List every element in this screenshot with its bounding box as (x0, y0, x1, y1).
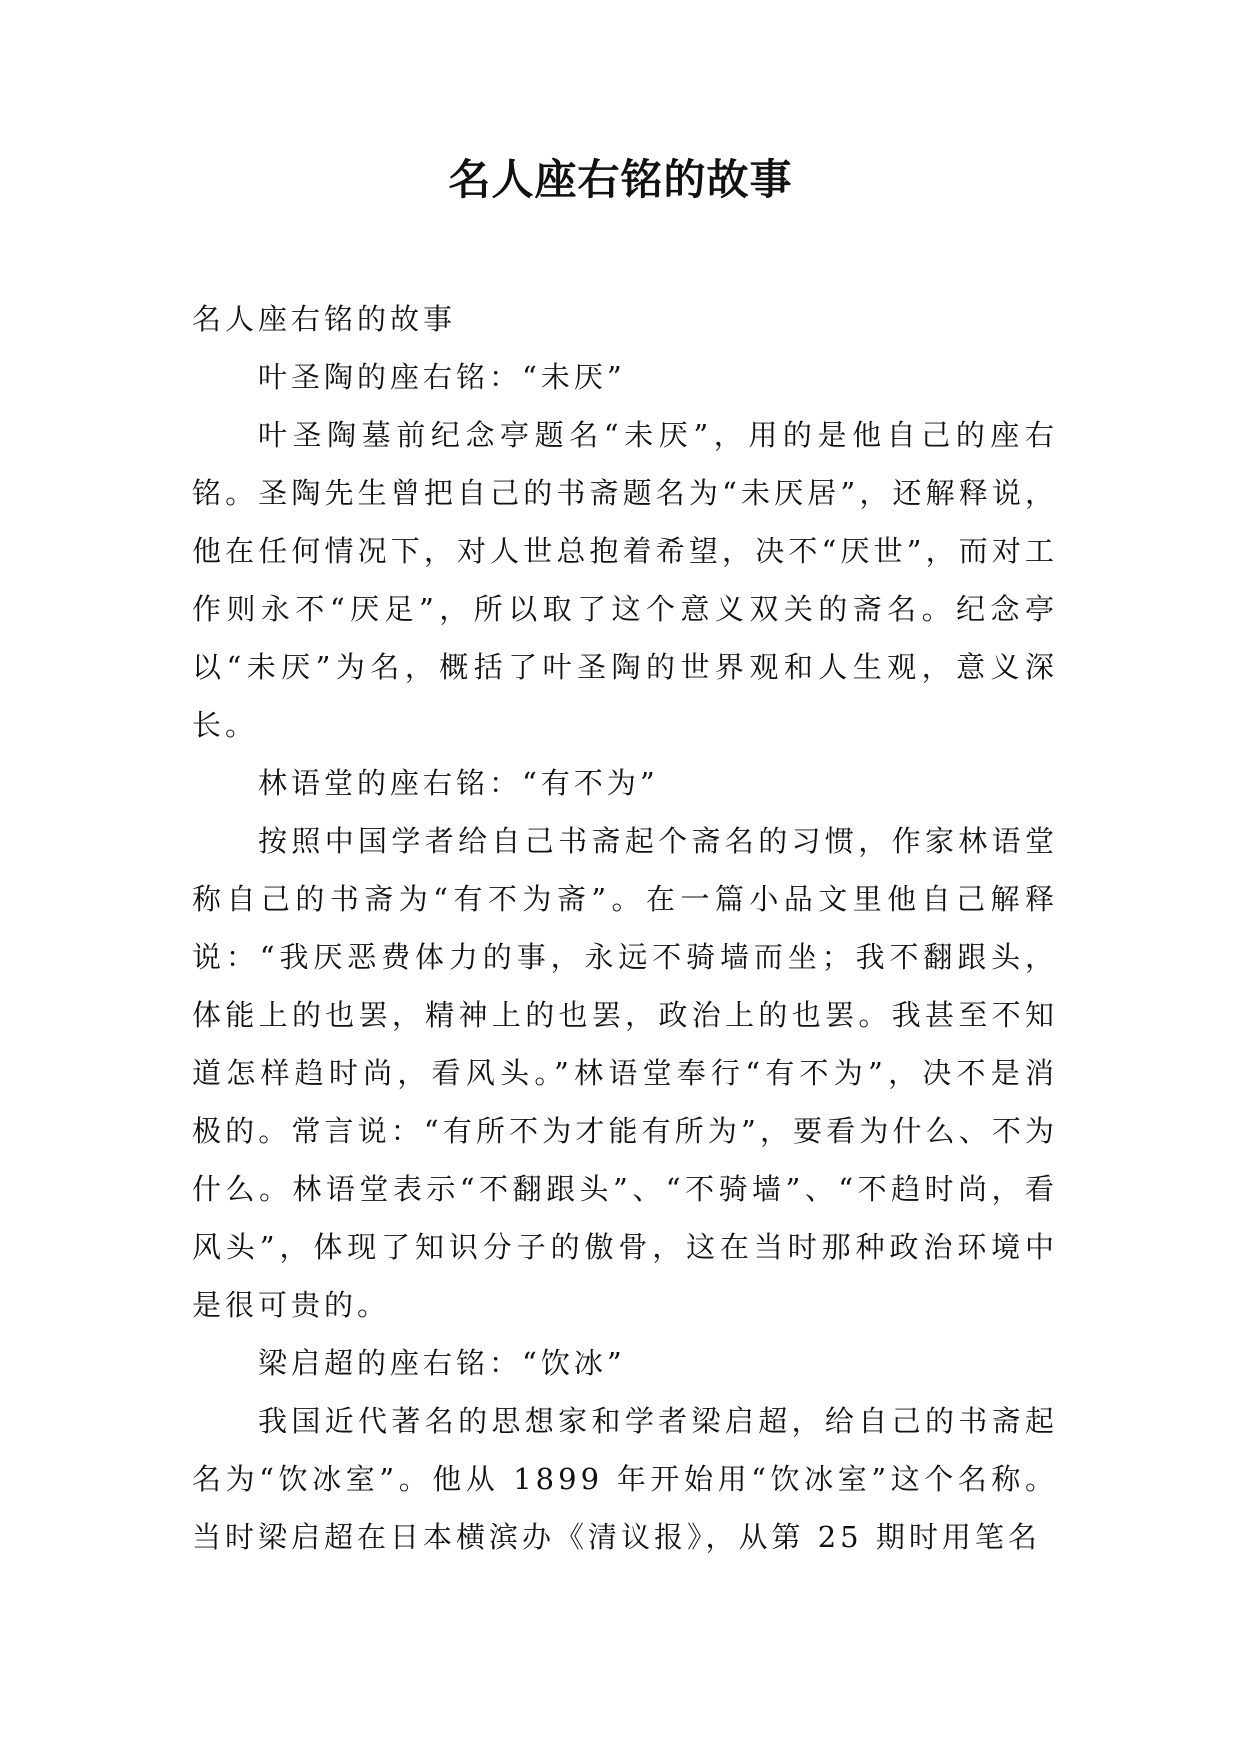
paragraph: 叶圣陶墓前纪念亭题名“未厌”，用的是他自己的座右铭。圣陶先生曾把自己的书斋题名为“未厌居”，还解释说，他在任何情况下，对人世总抱着希望，决不“厌世”，而对工作则永不“厌足”，所以取了这个意义双关的斋名。纪念亭以“未厌”为名，概括了叶圣陶的世界观和人生观，意义深长。 (192, 418, 1058, 742)
document-title: 名人座右铭的故事 (448, 155, 793, 204)
section-heading: 梁启超的座右铭：“饮冰” (258, 1346, 626, 1380)
paragraph: 名人座右铭的故事 (192, 302, 457, 336)
section-heading: 林语堂的座右铭：“有不为” (258, 766, 659, 800)
document-body (192, 290, 1058, 1566)
paragraph: 按照中国学者给自己书斋起个斋名的习惯，作家林语堂称自己的书斋为“有不为斋”。在一篇小品文里他自己解释说：“我厌恶费体力的事，永远不骑墙而坐；我不翻跟头，体能上的也罢，精神上的也罢，政治上的也罢。我甚至不知道怎样趋时尚，看风头。”林语堂奉行“有不为”，决不是消极的。常言说：“有所不为才能有所为”，要看为什么、不为什么。林语堂表示“不翻跟头”、“不骑墙”、“不趋时尚，看风头”，体现了知识分子的傲骨，这在当时那种政治环境中是很可贵的。 (192, 824, 1058, 1322)
paragraph: 我国近代著名的思想家和学者梁启超，给自己的书斋起名为“饮冰室”。他从 1899 年开始用“饮冰室”这个名称。当时梁启超在日本横滨办《清议报》，从第 25 期时用笔名 (192, 1404, 1058, 1554)
section-heading: 叶圣陶的座右铭：“未厌” (258, 360, 626, 394)
